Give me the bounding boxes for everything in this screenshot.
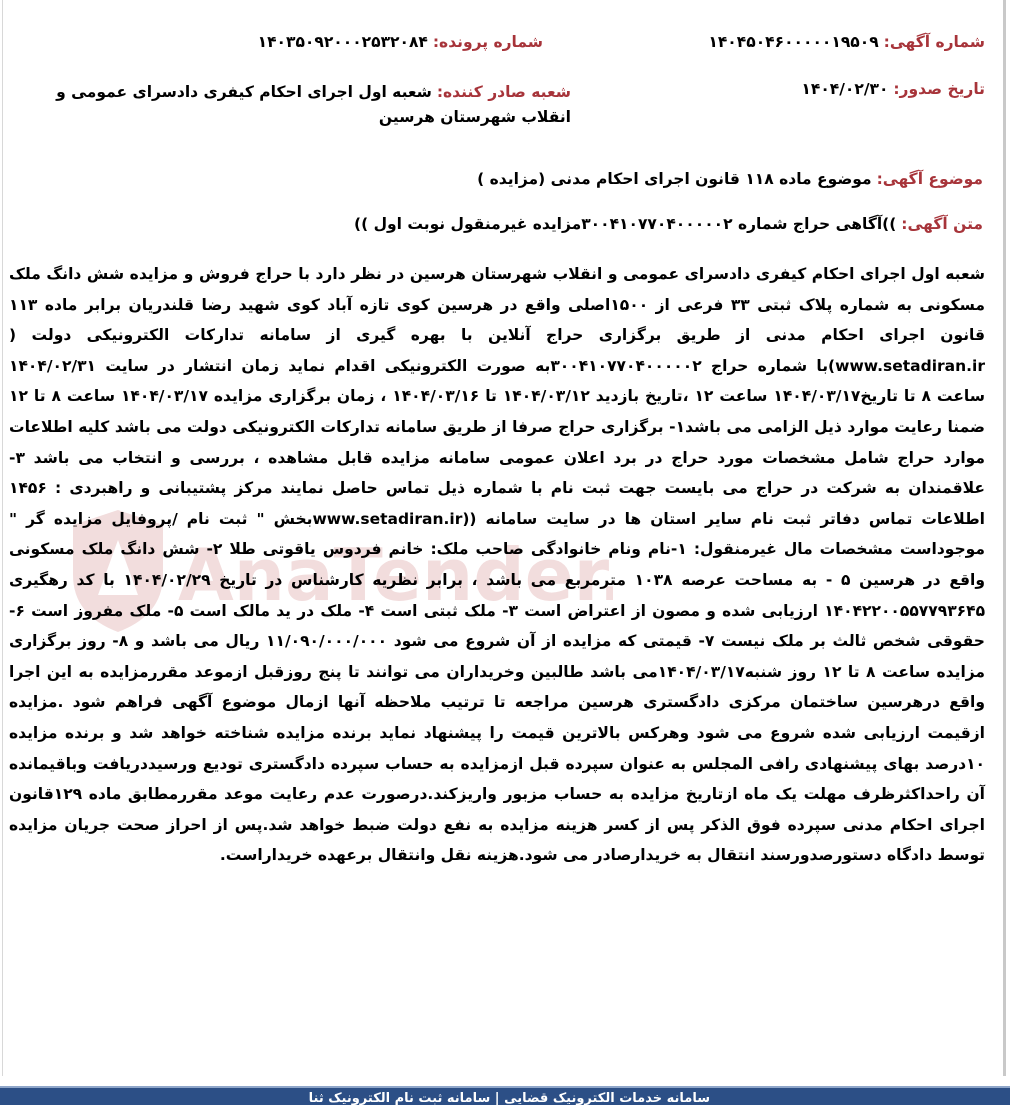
footer-bar bbox=[0, 1086, 1010, 1105]
issue-date bbox=[801, 80, 985, 98]
ad-body-paragraph: شعبه اول اجرای احکام کیفری دادسرای عمومی و انقلاب شهرستان هرسین در نظر دارد با حراج فروش و مزایده شش دانگ ملک مسکونی به شماره پلاک ثبتی ۳۳ فرعی از ۱۵۰۰اصلی واقع در هرسین کوی تازه آباد کوی شهید رضا قلندریان برابر ماده ۱۱۳ قانون اجرای احکام مدنی از طریق برگزاری حراج آنلاین با بهره گیری از سامانه تدارکات الکترونیکی دولت ( www.setadiran.ir)با شماره حراج ۳۰۰۴۱۰۷۷۰۴۰۰۰۰۰۲به صورت الکترونیکی اقدام نماید زمان انتشار در سایت ۱۴۰۴/۰۲/۳۱ ساعت ۸ تا تاریخ۱۴۰۴/۰۳/۱۷ ساعت ۱۲ ،تاریخ بازدید ۱۴۰۴/۰۳/۱۲ تا ۱۴۰۴/۰۳/۱۶ ، زمان برگزاری مزایده ۱۴۰۴/۰۳/۱۷ ساعت ۸ تا ۱۲ ضمنا رعایت موارد ذیل الزامی می باشد۱- برگزاری حراج صرفا از طریق سامانه تدارکات الکترونیکی دولت می باشد کلیه اطلاعات موارد حراج شامل مشخصات مورد حراج در برد اعلان عمومی سامانه مزایده قابل مشاهده ، بررسی و انتخاب می باشد ۳- علاقمندان به شرکت در حراج می بایست جهت ثبت نام با شماره ذیل تماس حاصل نمایند مرکز پشتیبانی و راهبردی : ۱۴۵۶ اطلاعات تماس دفاتر ثبت نام سایر استان ها در سایت سامانه ((www.setadiran.irبخش " ثبت نام /پروفایل مزایده گر " موجوداست مشخصات مال غیرمنقول: ۱-نام ونام خانوادگی صاحب ملک: خانم فردوس یاقوتی طلا ۲- شش دانگ ملک مسکونی واقع در هرسین ۵ - به مساحت عرصه ۱۰۳۸ مترمربع می باشد ، برابر نظریه کارشناس در تاریخ ۱۴۰۴/۰۲/۲۹ با کد رهگیری ۱۴۰۴۲۲۰۰۵۵۷۷۹۳۶۴۵ ارزیابی شده و مصون از اعتراض است ۳- ملک ثبتی است ۴- ملک در ید مالک است ۵- ملک مفروز است ۶-حقوقی شخص ثالث بر ملک نیست ۷- قیمتی که مزایده از آن شروع می شود ۱۱/۰۹۰/۰۰۰/۰۰۰ ریال می باشد و ۸- روز برگزاری مزایده ساعت ۸ تا ۱۲ روز شنبه۱۴۰۴/۰۳/۱۷می باشد طالبین وخریداران می توانند تا پنج روزقبل ازموعد مقررمزایده به این اجرا واقع درهرسین ساختمان مرکزی دادگستری هرسین مراجعه تا ترتیب ملاحظه آنها ازمال موضوع آگهی فراهم شود .مزایده ازقیمت ارزیابی شده شروع می شود وهرکس بالاترین قیمت را پیشنهاد نماید برنده مزایده شناخته خواهد شد و برنده مزایده ۱۰درصد بهای پیشنهادی رافی المجلس به عنوان سپرده قبل ازمزایده به حساب سپرده دادگستری تودیع ورسیددریافت وباقیمانده آن راحداکثرظرف مهلت یک ماه ازتاریخ مزایده به حساب مزبور واریزکند.درصورت عدم رعایت موعد مقررمطابق ماده ۱۲۹قانون اجرای احکام مدنی سپرده فوق الذکر پس از کسر هزینه مزایده به نفع دولت ضبط خواهد شد.پس از احراز صحت جریان مزایده توسط دادگاه دستورصدورسند انتقال به خریدارصادر می شود.هزینه نقل وانتقال برعهده خریداراست. bbox=[9, 265, 986, 865]
ad-number-value: ۱۴۰۴۵۰۴۶۰۰۰۰۰۱۹۵۰۹ bbox=[708, 33, 879, 51]
ad-text-label: متن آگهی: bbox=[901, 215, 983, 233]
document-frame bbox=[2, 0, 1006, 1076]
ad-subject-label: موضوع آگهی: bbox=[876, 170, 983, 188]
ad-body bbox=[9, 259, 985, 871]
ad-text-title: ))آگاهی حراج شماره ۳۰۰۴۱۰۷۷۰۴۰۰۰۰۰۲مزایده غیرمنقول نوبت اول )) bbox=[354, 215, 897, 233]
ad-number-label: شماره آگهی: bbox=[883, 33, 985, 51]
case-number-label: شماره پرونده: bbox=[432, 33, 543, 51]
ad-number bbox=[708, 33, 985, 51]
svg-text:AnaTender.NET: AnaTender bbox=[178, 533, 599, 617]
ad-text-heading bbox=[354, 215, 983, 233]
issuing-branch bbox=[51, 80, 571, 130]
ad-subject bbox=[477, 170, 983, 188]
case-number bbox=[258, 33, 543, 51]
issuing-branch-label: شعبه صادر کننده: bbox=[436, 83, 571, 101]
footer-bar-text[interactable]: سامانه خدمات الکترونیک قضایی | سامانه ثبت نام الکترونیک ثنا bbox=[308, 1091, 710, 1105]
case-number-value: ۱۴۰۳۵۰۹۲۰۰۰۲۵۳۲۰۸۴ bbox=[257, 33, 428, 51]
issuing-branch-value: شعبه اول اجرای احکام کیفری دادسرای عمومی و انقلاب شهرستان هرسین bbox=[56, 83, 571, 126]
issue-date-value: ۱۴۰۴/۰۲/۳۰ bbox=[801, 80, 889, 98]
ad-subject-value: موضوع ماده ۱۱۸ قانون اجرای احکام مدنی (مزایده ) bbox=[477, 170, 872, 188]
issue-date-label: تاریخ صدور: bbox=[893, 80, 985, 98]
